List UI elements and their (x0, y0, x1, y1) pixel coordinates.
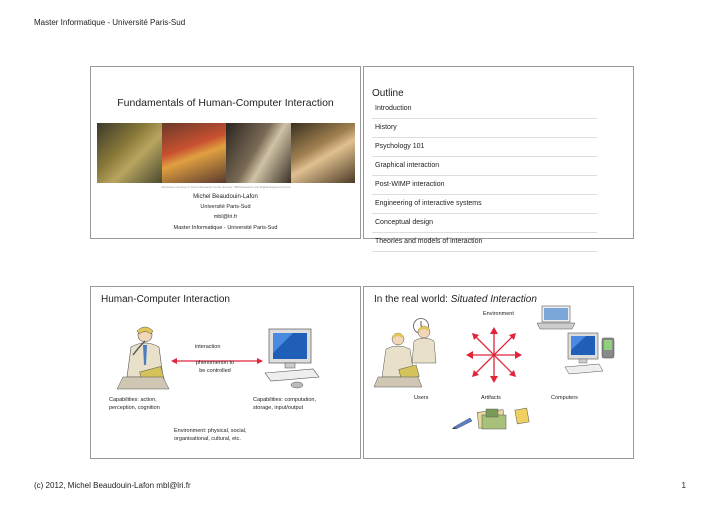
slide-title (90, 66, 361, 239)
pen-icon (452, 415, 474, 429)
slide-outline (363, 66, 634, 245)
computer-illustration (564, 331, 604, 377)
slide-hci (90, 286, 361, 459)
author-affiliation: Université Paris-Sud (200, 204, 251, 210)
author-block (91, 192, 360, 222)
outline-item: Psychology 101 (372, 138, 597, 157)
computers-label: Computers (551, 395, 578, 401)
outline-title: Outline (372, 88, 404, 99)
outline-item: Theories and models of interaction (372, 233, 597, 252)
computer-capabilities: Capabilities: computation, storage, input/output (253, 397, 316, 411)
photo-credit: All photos courtesy of Xerox Research Centre Europe, IBM Research and Digital Equipment Corp (161, 185, 291, 189)
author-name: Michel Beaudouin-Lafon (193, 194, 258, 200)
outline-item: Engineering of interactive systems (372, 195, 597, 214)
author-email: mbl@lri.fr (213, 214, 238, 220)
outline-list (372, 100, 597, 252)
laptop-icon (536, 305, 576, 331)
artifacts-label: Artifacts (481, 395, 501, 401)
outline-item: Post-WIMP interaction (372, 176, 597, 195)
page-number: 1 (681, 481, 686, 490)
cross-arrows (464, 325, 524, 385)
person-illustration (113, 325, 173, 391)
environment-label: Environment: physical, social, organisational, cultural, etc. (174, 428, 247, 442)
computer-illustration (263, 327, 321, 389)
photo-collage (97, 123, 355, 183)
phenomenon-label: phenomenon to be controlled (195, 360, 235, 374)
situated-title-prefix: In the real world: (374, 294, 451, 305)
situated-title-emph: Situated Interaction (450, 294, 537, 305)
outline-item: Introduction (372, 100, 597, 119)
situated-title (374, 294, 537, 305)
outline-item: History (372, 119, 597, 138)
interaction-label: interaction (195, 344, 221, 350)
course-name: Master Informatique - Université Paris-Sud (173, 225, 278, 231)
page-footer-copyright: (c) 2012, Michel Beaudouin-Lafon mbl@lri.fr (34, 481, 191, 490)
human-capabilities: Capabilities: action, perception, cognition (109, 397, 160, 411)
environment-label: Environment (483, 311, 514, 317)
slide-title-heading: Fundamentals of Human-Computer Interaction (117, 97, 334, 109)
users-illustration (378, 323, 450, 387)
slide-situated (363, 286, 634, 459)
outline-item: Conceptual design (372, 214, 597, 233)
documents-icon (476, 407, 510, 431)
users-label: Users (414, 395, 429, 401)
outline-item: Graphical interaction (372, 157, 597, 176)
page-header: Master Informatique - Université Paris-Sud (34, 18, 186, 27)
hci-title: Human-Computer Interaction (101, 294, 230, 305)
folder-icon (514, 407, 530, 425)
